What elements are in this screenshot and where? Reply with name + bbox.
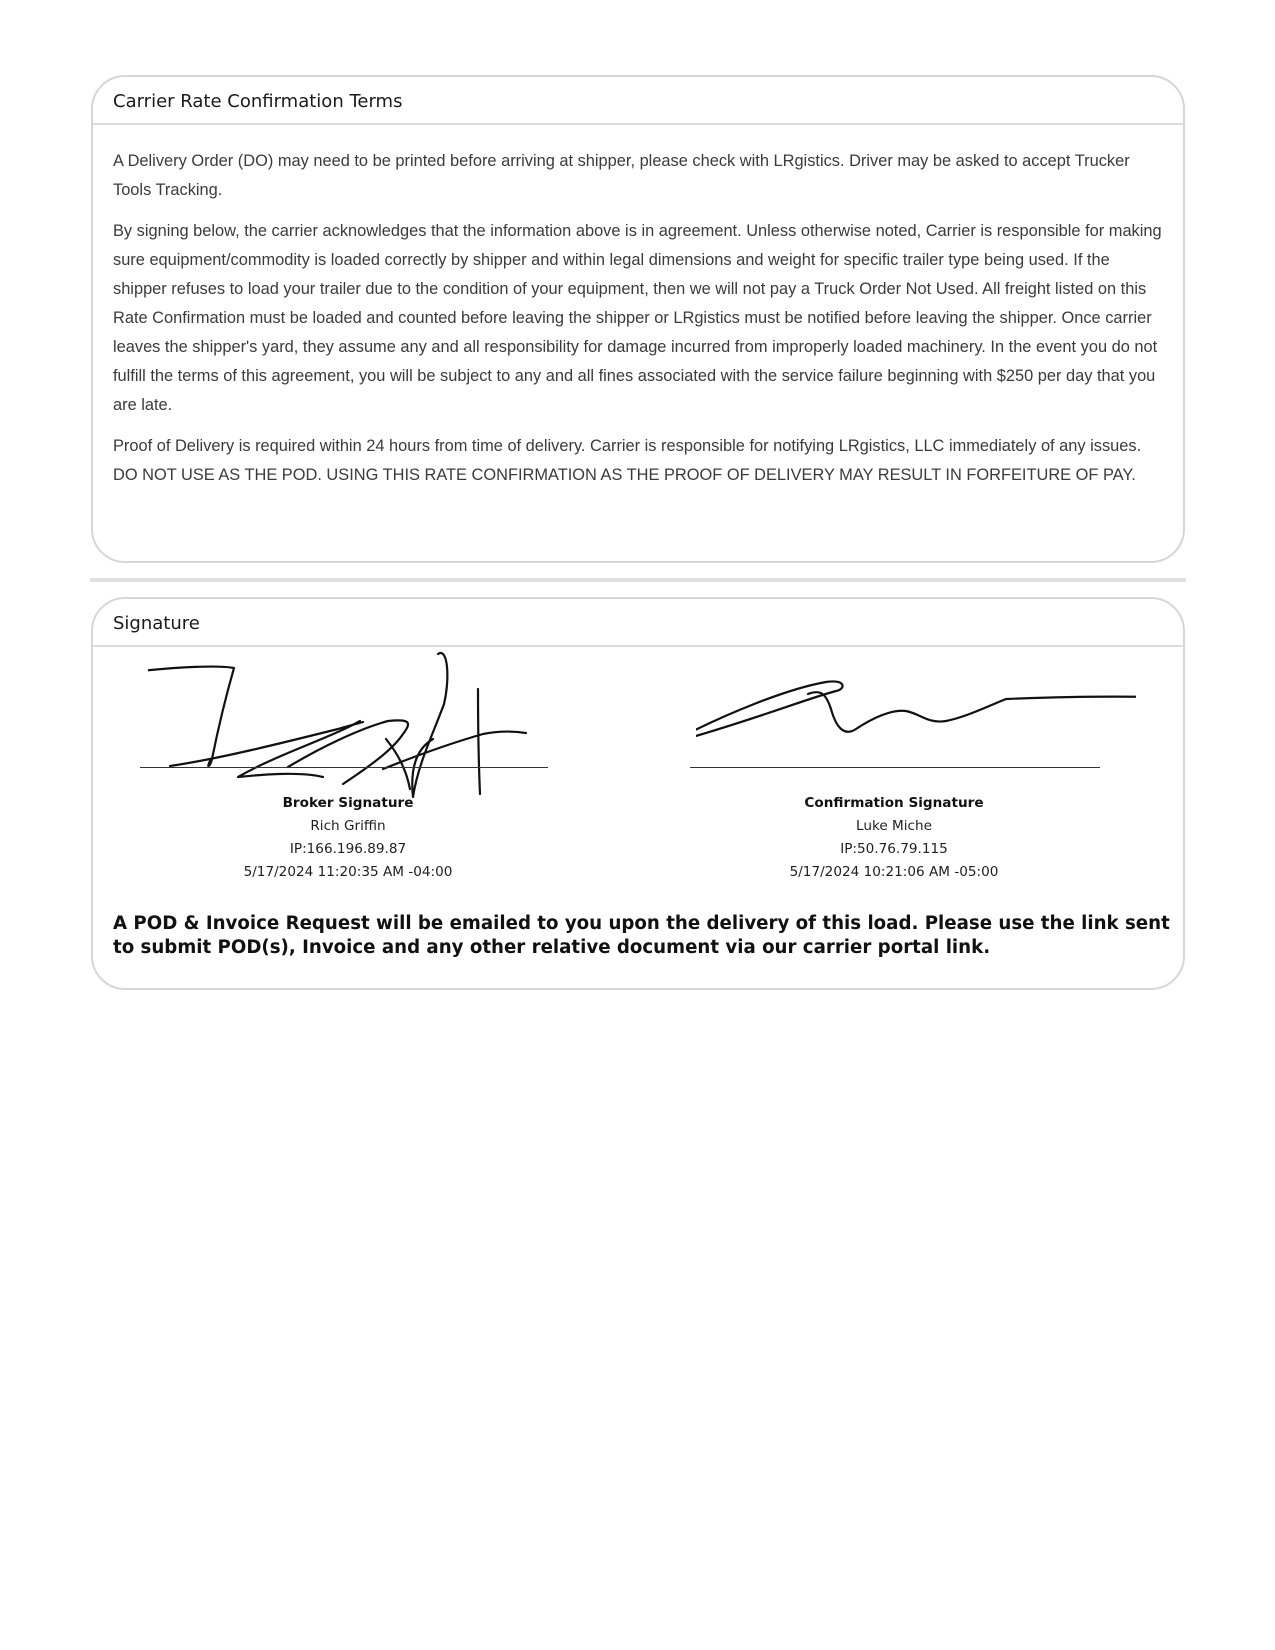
confirmation-signature-line (690, 767, 1100, 768)
confirmation-handwritten-signature (696, 649, 1136, 799)
confirmation-signature-label: Confirmation Signature (804, 795, 984, 811)
signature-section-title: Signature (93, 599, 1183, 647)
terms-section-title: Carrier Rate Confirmation Terms (93, 77, 1183, 125)
terms-paragraph-delivery-order: A Delivery Order (DO) may need to be printed before arriving at shipper, please check with LRgistics. Driver may be asked to accept Trucker Tools Tracking. (113, 152, 1130, 199)
broker-timestamp: 5/17/2024 11:20:35 AM -04:00 (243, 864, 453, 880)
confirmation-name: Luke Miche (856, 818, 932, 834)
broker-signature-info (128, 792, 568, 884)
confirmation-timestamp: 5/17/2024 10:21:06 AM -05:00 (789, 864, 999, 880)
broker-signature-label: Broker Signature (282, 795, 414, 811)
confirmation-signature-block (696, 649, 1136, 899)
broker-signature-block (148, 649, 588, 899)
section-divider (90, 578, 1186, 582)
broker-signature-line (140, 767, 548, 768)
confirmation-signature-info (674, 792, 1114, 884)
broker-handwritten-signature (148, 649, 588, 799)
terms-paragraph-agreement: By signing below, the carrier acknowledges that the information above is in agreement. Unless otherwise noted, Carrier is responsible for making sure equipment/commodity is loaded correctly by shipper and within legal dimensions and weight for specific trailer type being used. If the shipper refuses to load your trailer due to the condition of your equipment, then we will not pay a Truck Order Not Used. All freight listed on this Rate Confirmation must be loaded and counted before leaving the shipper or LRgistics must be notified before leaving the shipper. Once carrier leaves the shipper's yard, they assume any and all responsibility for damage incurred from improperly loaded machinery. In the event you do not fulfill the terms of this agreement, you will be subject to any and all fines associated with the service failure beginning with $250 per day that you are late. (113, 222, 1162, 414)
terms-section (91, 75, 1185, 563)
pod-invoice-notice: A POD & Invoice Request will be emailed to you upon the delivery of this load. Please use the link sent to submit POD(s), Invoice and any other relative document via our carrier portal link. (113, 913, 1170, 958)
broker-name: Rich Griffin (310, 818, 386, 834)
signature-section (91, 597, 1185, 990)
confirmation-ip: IP:50.76.79.115 (840, 841, 948, 857)
broker-ip: IP:166.196.89.87 (289, 841, 407, 857)
terms-paragraph-proof-of-delivery: Proof of Delivery is required within 24 hours from time of delivery. Carrier is responsible for notifying LRgistics, LLC immediately of any issues. DO NOT USE AS THE POD. USING THIS RATE CONFIRMATION AS THE PROOF OF DELIVERY MAY RESULT IN FORFEITURE OF PAY. (113, 437, 1142, 484)
terms-body (93, 125, 1183, 490)
